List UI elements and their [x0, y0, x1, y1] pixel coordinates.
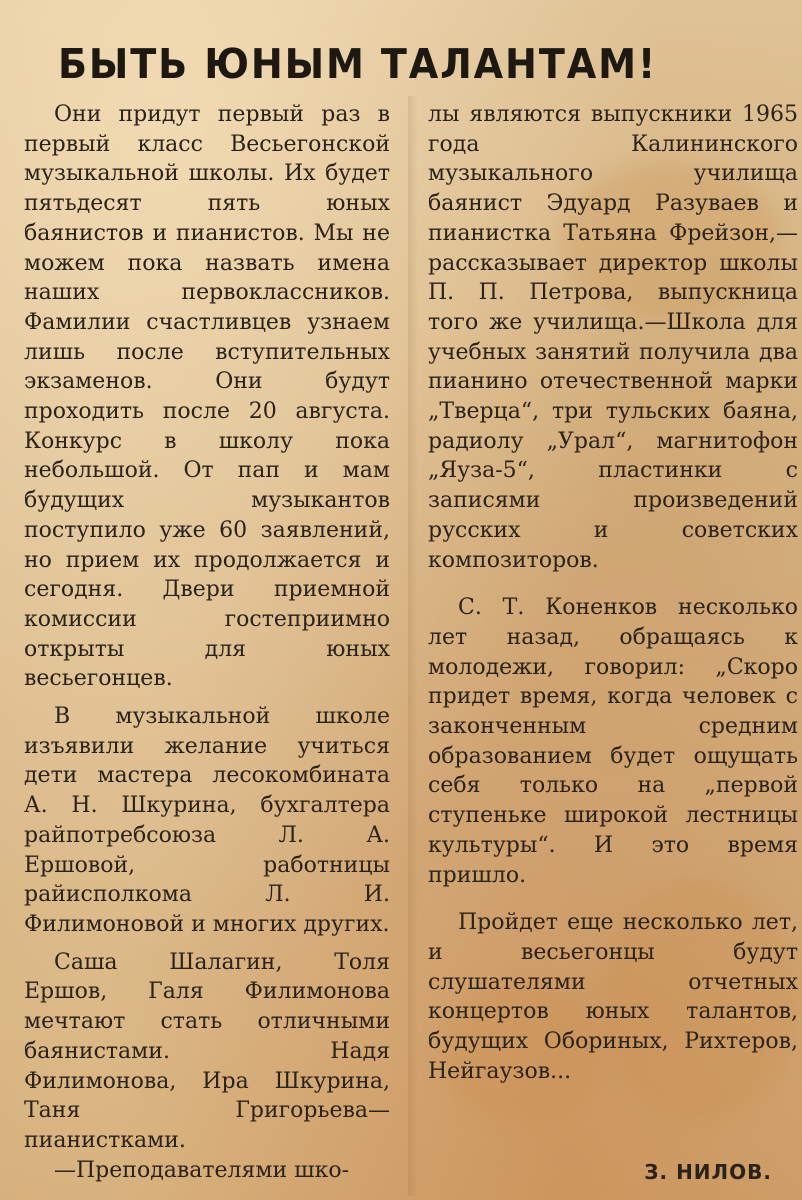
paragraph: С. Т. Коненков несколько лет назад, обращаясь к молодежи, говорил: „Скоро придет время, когда человек с законченным средним образованием будет ощущать себя только на „первой ступеньке широкой лестницы культуры“. И это время пришло.	[428, 595, 798, 888]
headline: БЫТЬ ЮНЫМ ТАЛАНТАМ!	[58, 40, 658, 88]
paragraph: В музыкальной школе изъявили желание учиться дети мастера лесокомбината А. Н. Шкурина, бухгалтера райпотребсоюза Л. А. Ершовой, работницы райисполкома Л. И. Филимоновой и многих других.	[24, 704, 390, 937]
paragraph: Саша Шалагин, Толя Ершов, Галя Филимонова мечтают стать отличными баянистами. Надя Филимонова, Ира Шкурина, Таня Григорьева— пианистками.	[24, 949, 390, 1153]
paragraph: —Преподавателями шко-	[54, 1157, 350, 1183]
paragraph: Они придут первый раз в первый класс Весьегонской музыкальной школы. Их будет пятьдесят пять юных баянистов и пианистов. Мы не можем пока назвать имена наших первоклассников. Фамилии счастливцев узнаем лишь после вступительных экзаменов. Они будут проходить после 20 августа. Конкурс в школу пока небольшой. От пап и мам будущих музыкантов поступило уже 60 заявлений, но прием их продолжается и сегодня. Двери приемной комиссии гостеприимно открыты для юных весьегонцев.	[24, 102, 390, 692]
author-signature: З. НИЛОВ.	[644, 1160, 772, 1184]
left-column	[24, 100, 390, 1185]
paragraph: Пройдет еще несколько лет, и весьегонцы будут слушателями отчетных концертов юных талантов, будущих Обориных, Рихтеров, Нейгаузов...	[428, 910, 798, 1084]
right-column	[428, 100, 798, 1087]
column-fold	[408, 96, 418, 1196]
paragraph: лы являются выпускники 1965 года Калининского музыкального училища баянист Эдуард Разуваев и пианистка Татьяна Фрейзон,—рассказывает директор школы П. П. Петрова, выпускница того же училища.—Школа для учебных занятий получила два пианино отечественной марки „Тверца“, три тульских баяна, радиолу „Урал“, магнитофон „Яуза-5“, пластинки с записями произведений русских и советских композиторов.	[428, 102, 798, 573]
